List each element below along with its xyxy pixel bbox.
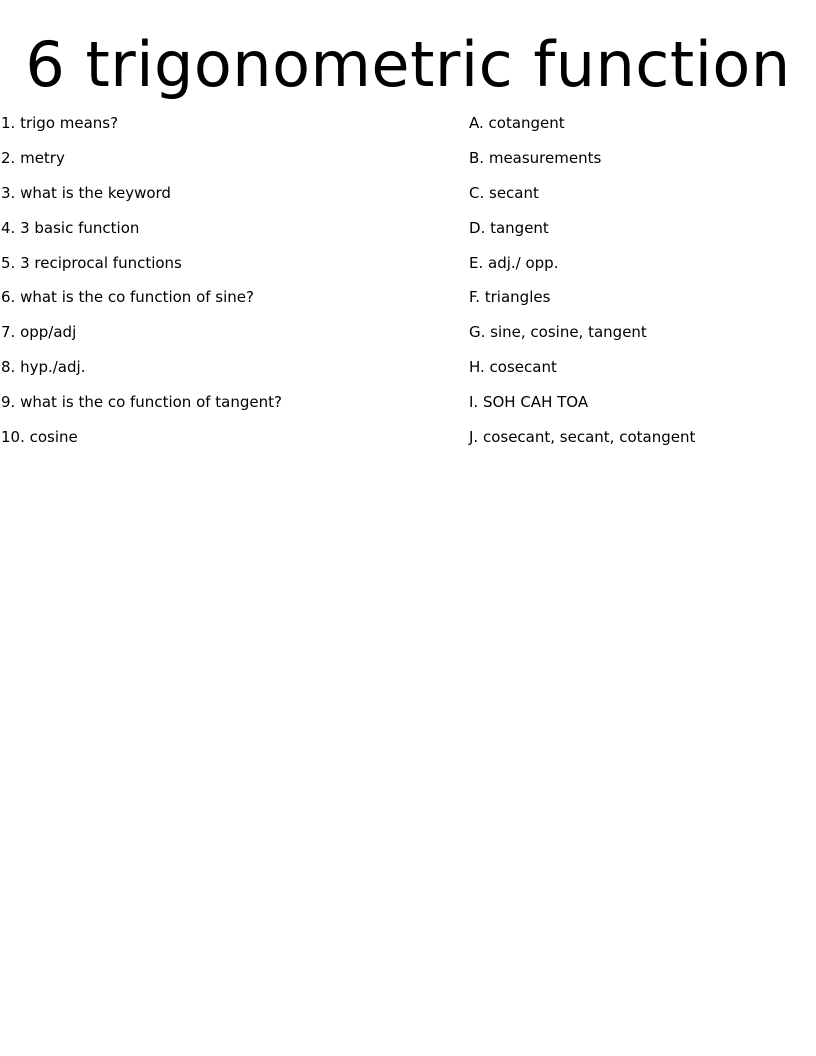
answer-item: D. tangent	[469, 218, 549, 237]
answer-item: A. cotangent	[469, 114, 565, 132]
question-item: 8. hyp./adj.	[1, 358, 86, 377]
answer-item: G. sine, cosine, tangent	[469, 323, 647, 342]
question-item: 3. what is the keyword	[1, 183, 171, 202]
answer-item: J. cosecant, secant, cotangent	[469, 428, 696, 447]
question-item: 4. 3 basic function	[1, 218, 140, 237]
answers-list	[469, 112, 809, 461]
question-item: 7. opp/adj	[1, 323, 77, 342]
answer-item: C. secant	[469, 183, 539, 202]
question-item: 2. metry	[1, 148, 65, 167]
question-item: 10. cosine	[1, 428, 78, 447]
question-item: 9. what is the co function of tangent?	[1, 393, 282, 412]
question-item: 5. 3 reciprocal functions	[1, 253, 182, 272]
answer-item: I. SOH CAH TOA	[469, 393, 589, 412]
questions-list	[1, 112, 441, 461]
answer-item: E. adj./ opp.	[469, 253, 559, 272]
question-item: 6. what is the co function of sine?	[1, 288, 254, 307]
answer-item: H. cosecant	[469, 358, 557, 377]
question-item: 1. trigo means?	[1, 114, 119, 132]
answer-item: F. triangles	[469, 288, 551, 307]
worksheet-title: 6 trigonometric function	[25, 28, 791, 101]
answer-item: B. measurements	[469, 148, 602, 167]
